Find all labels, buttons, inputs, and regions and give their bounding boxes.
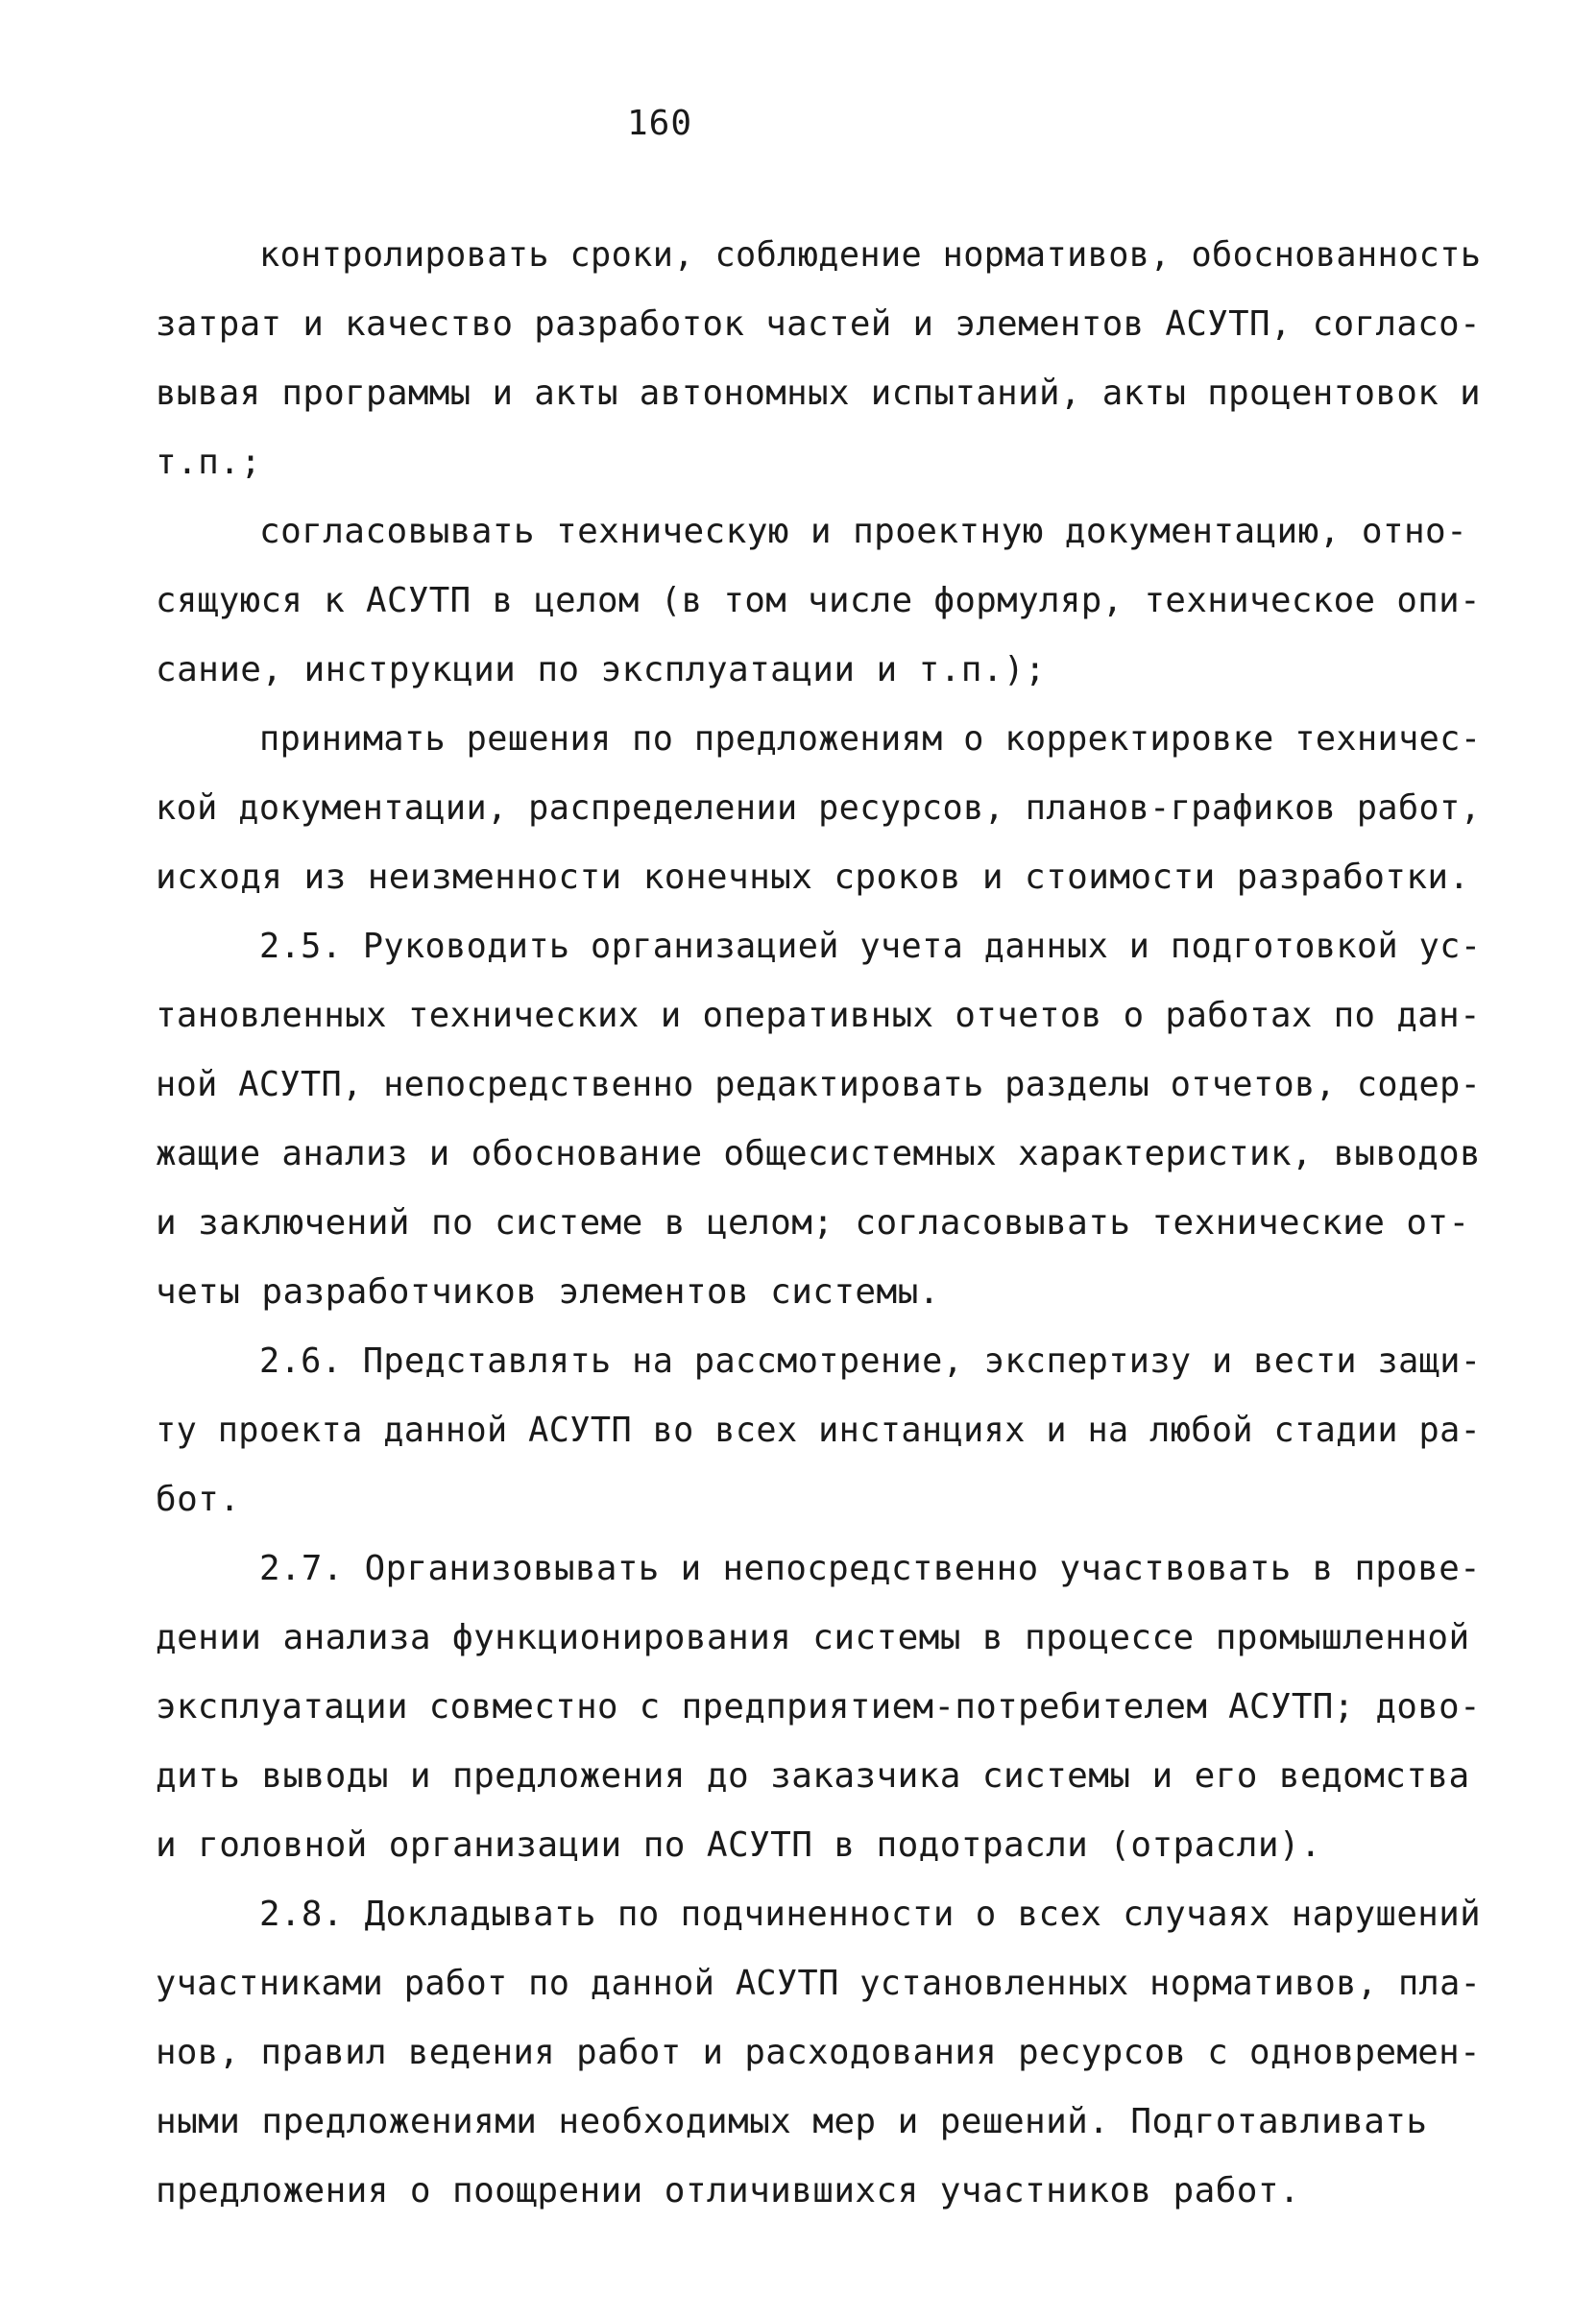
text-line: бот.: [156, 1480, 241, 1519]
text-line: нов, правил ведения работ и расходования ресурсов с одновремен-: [156, 2033, 1481, 2072]
text-line: сящуюся к АСУТП в целом (в том числе формуляр, техническое опи-: [156, 581, 1481, 620]
text-line: ту проекта данной АСУТП во всех инстанциях и на любой стадии ра-: [156, 1411, 1482, 1450]
text-line: т.п.;: [156, 443, 262, 482]
text-line: и головной организации по АСУТП в подотрасли (отрасли).: [156, 1825, 1322, 1865]
text-line: контролировать сроки, соблюдение нормативов, обоснованность: [259, 235, 1482, 275]
text-line: тановленных технических и оперативных отчетов о работах по дан-: [156, 996, 1481, 1035]
text-line: предложения о поощрении отличившихся участников работ.: [156, 2171, 1300, 2210]
text-line: дить выводы и предложения до заказчика системы и его ведомства: [156, 1756, 1470, 1796]
text-line: эксплуатации совместно с предприятием-потребителем АСУТП; дово-: [156, 1687, 1481, 1727]
text-line: 2.6. Представлять на рассмотрение, экспертизу и вести защи-: [259, 1341, 1482, 1381]
text-line: 2.5. Руководить организацией учета данных и подготовкой ус-: [259, 927, 1482, 966]
text-line: вывая программы и акты автономных испытаний, акты процентовок и: [156, 374, 1481, 413]
text-line: 2.8. Докладывать по подчиненности о всех случаях нарушений: [259, 1895, 1482, 1934]
text-line: согласовывать техническую и проектную документацию, отно-: [259, 512, 1468, 551]
text-line: участниками работ по данной АСУТП установленных нормативов, пла-: [156, 1964, 1482, 2003]
text-line: 2.7. Организовывать и непосредственно участвовать в прове-: [259, 1549, 1482, 1588]
text-line: ной АСУТП, непосредственно редактировать разделы отчетов, содер-: [156, 1065, 1482, 1104]
text-line: принимать решения по предложениям о корректировке техничес-: [259, 719, 1482, 759]
text-line: четы разработчиков элементов системы.: [156, 1272, 940, 1312]
text-line: исходя из неизменности конечных сроков и стоимости разработки.: [156, 858, 1470, 897]
page-number: 160: [626, 104, 693, 143]
text-line: и заключений по системе в целом; согласовывать технические от-: [156, 1203, 1470, 1243]
text-line: сание, инструкции по эксплуатации и т.п.);: [156, 650, 1047, 689]
text-line: дении анализа функционирования системы в процессе промышленной: [156, 1618, 1470, 1657]
text-line: ными предложениями необходимых мер и решений. Подготавливать: [156, 2102, 1428, 2141]
text-line: затрат и качество разработок частей и элементов АСУТП, согласо-: [156, 304, 1481, 344]
text-line: жащие анализ и обоснование общесистемных характеристик, выводов: [156, 1134, 1481, 1173]
body-text: [156, 221, 1481, 2226]
text-line: кой документации, распределении ресурсов, планов-графиков работ,: [156, 788, 1482, 828]
